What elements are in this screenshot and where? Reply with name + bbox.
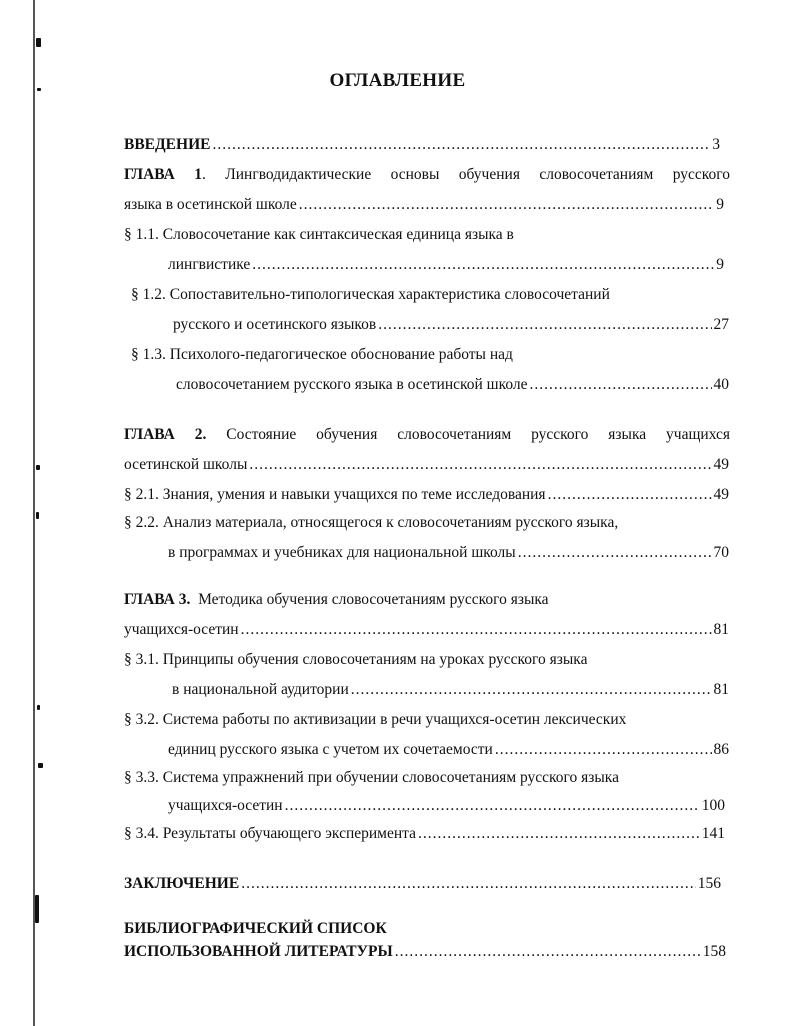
dot-leader	[530, 375, 712, 395]
section-title: § 2.2. Анализ материала, относящегося к словосочетаниям русского языка,	[124, 514, 619, 531]
toc-page-number: 49	[713, 456, 729, 473]
section-title: § 1.3. Психолого-педагогическое обоснование работы над	[131, 346, 513, 363]
chapter-title: Состояние обучения словосочетаниям русского языка учащихся	[226, 426, 731, 443]
toc-entry-chapter-1-line-1	[124, 165, 730, 185]
toc-section-1-2-line-1	[131, 285, 731, 305]
toc-section-3-1	[172, 680, 729, 700]
toc-section-1-1	[168, 255, 724, 275]
toc-label: ЗАКЛЮЧЕНИЕ	[124, 875, 240, 892]
section-title: § 3.1. Принципы обучения словосочетаниям на уроках русского языка	[124, 651, 588, 668]
dot-leader	[418, 824, 700, 844]
toc-entry-chapter-3	[124, 620, 729, 640]
toc-section-2-2-line-1	[124, 513, 734, 533]
toc-entry-intro	[124, 135, 720, 155]
toc-section-1-2	[173, 315, 729, 335]
section-title-cont: русского и осетинского языков	[173, 316, 377, 333]
toc-section-3-3-line-1	[124, 768, 734, 788]
toc-label-cont: ИСПОЛЬЗОВАННОЙ ЛИТЕРАТУРЫ	[124, 943, 393, 960]
chapter-title-cont: учащихся-осетин	[124, 621, 239, 638]
toc-page-number: 49	[713, 486, 729, 503]
toc-page-number: 156	[697, 875, 721, 892]
toc-section-3-3	[168, 796, 725, 816]
dot-leader	[518, 543, 712, 563]
toc-entry-conclusion	[124, 874, 721, 894]
toc-page-number: 3	[712, 136, 720, 153]
toc-entry-bibliography	[124, 942, 726, 962]
dot-leader	[252, 255, 714, 275]
toc-page-number: 9	[716, 256, 724, 273]
dot-leader	[495, 740, 712, 760]
dot-leader	[548, 485, 712, 505]
section-title: § 3.2. Система работы по активизации в речи учащихся-осетин лексических	[124, 711, 627, 728]
section-title: § 1.1. Словосочетание как синтаксическая единица языка в	[124, 226, 514, 243]
dot-leader	[351, 680, 712, 700]
toc-section-1-3-line-1	[131, 345, 731, 365]
section-title-cont: лингвистике	[168, 256, 251, 273]
toc-label: БИБЛИОГРАФИЧЕСКИЙ СПИСОК	[124, 920, 387, 937]
chapter-title: Методика обучения словосочетаниям русского языка	[198, 591, 549, 608]
toc-section-2-2	[168, 543, 729, 563]
toc-page-number: 81	[713, 681, 729, 698]
toc-section-3-2	[168, 740, 729, 760]
chapter-label: ГЛАВА 2.	[124, 426, 207, 443]
dot-leader	[378, 315, 711, 335]
section-title: § 3.4. Результаты обучающего эксперимента	[124, 825, 417, 842]
chapter-title-cont: осетинской школы	[124, 456, 248, 473]
section-title: § 3.3. Система упражнений при обучении словосочетаниям русского языка	[124, 769, 619, 786]
toc-section-3-4	[124, 824, 725, 844]
toc-label: ВВЕДЕНИЕ	[124, 136, 211, 153]
dot-leader	[395, 942, 701, 962]
toc-section-1-1-line-1	[124, 225, 724, 245]
section-title-cont: учащихся-осетин	[168, 797, 283, 814]
toc-section-2-1	[124, 485, 729, 505]
toc-page-number: 40	[713, 376, 729, 393]
section-title-cont: в программах и учебниках для национальной школы	[168, 544, 516, 561]
toc-page-number: 86	[713, 741, 729, 758]
section-title-cont: единиц русского языка с учетом их сочетаемости	[168, 741, 493, 758]
section-title: § 1.2. Сопоставительно-типологическая характеристика словосочетаний	[131, 286, 610, 303]
section-title: § 2.1. Знания, умения и навыки учащихся по теме исследования	[124, 486, 546, 503]
toc-page-number: 100	[701, 797, 725, 814]
toc-section-1-3	[176, 375, 729, 395]
dot-leader	[249, 455, 711, 475]
toc-entry-chapter-2-line-1	[124, 425, 730, 445]
toc-section-3-2-line-1	[124, 710, 734, 730]
toc-page-number: 70	[713, 544, 729, 561]
toc-section-3-1-line-1	[124, 650, 734, 670]
chapter-label: ГЛАВА 3.	[124, 591, 191, 608]
toc-entry-chapter-3-line-1	[124, 590, 730, 610]
toc-entry-bibliography-line-1	[124, 919, 724, 939]
dot-leader	[285, 796, 700, 816]
chapter-title-cont: языка в осетинской школе	[124, 196, 297, 213]
toc-entry-chapter-1	[124, 195, 724, 215]
toc-page-number: 158	[702, 943, 726, 960]
page-title: ОГЛАВЛЕНИЕ	[329, 70, 466, 91]
toc-page-number: 27	[713, 316, 729, 333]
toc-entry-chapter-2	[124, 455, 729, 475]
chapter-title: . Лингводидактические основы обучения словосочетаниям русского	[201, 166, 730, 183]
toc-page-number: 141	[701, 825, 725, 842]
chapter-label: ГЛАВА 1	[124, 166, 202, 183]
dot-leader	[299, 195, 715, 215]
dot-leader	[241, 874, 696, 894]
dot-leader	[241, 620, 712, 640]
toc-page-number: 9	[716, 196, 724, 213]
section-title-cont: в национальной аудитории	[172, 681, 349, 698]
section-title-cont: словосочетанием русского языка в осетинской школе	[176, 376, 528, 393]
toc-page-number: 81	[713, 621, 729, 638]
dot-leader	[212, 135, 710, 155]
